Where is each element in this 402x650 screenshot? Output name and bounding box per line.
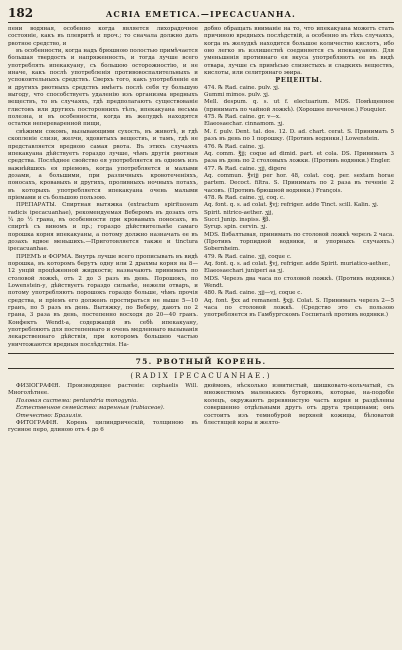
right-column xyxy=(204,26,394,349)
right-column-paragraph: 474. ℞ Rad. caine. pulv. ʒj. xyxy=(204,84,280,91)
right-column-paragraph: MDS. Взбалтывая, принимать по столовой ложкѣ черезъ 2 часа. (Противъ торпидной водянки, и упорныхъ случаяхъ.) Sobernheim. xyxy=(204,231,394,253)
right-column-paragraph: Aq. font. q. s. ad colat. ℥vj, refriger. adde Spirit. muriatico-aether., xyxy=(204,261,391,267)
bottom-left-paragraph: Отечество: Бразилія. xyxy=(16,412,83,419)
bottom-columns xyxy=(8,383,394,434)
right-column-paragraph: 476. ℞ Rad. caine. ʒj. xyxy=(204,143,265,150)
bottom-right-paragraph: дюймовъ, нѣсколько извитистый, шишковато-кольчатый, съ множествомъ маленькихъ бугорковъ, которые, на-подобіе колецъ, окружаютъ деревянистую часть корня и раздѣлены совершенно отдѣльными другъ отъ друга трещинами; онъ состоитъ изъ темнобурой верхней кожицы, бѣловатой блестящей коры и желто- xyxy=(204,383,394,426)
running-head xyxy=(8,6,394,23)
right-column-paragraph: M. f. pulv. Dent. tal. dos. 12. D. ad. chart. cerat. S. Принимать 5 разъ въ день по 1 порошку. (Противъ водянки.) Lowenstein. xyxy=(204,128,394,143)
right-column-paragraph: Elaeosaechari juniperi aa ʒj. xyxy=(204,268,285,275)
right-column-paragraph: РЕЦЕПТЫ. xyxy=(275,77,323,85)
right-column-paragraph: добно обращать вниманіе на то, что ипекакуана можетъ стать причиною вредныхъ послѣдствій, а особенно въ тѣхъ случаяхъ, когда въ желудкѣ находится большое количество кислотъ, ибо оно легко въ излишествѣ соединяется съ ипекакуаною. Для уменьшенія противнаго ея вкуса употребляютъ ее въ видѣ отвара, лучше съ примѣсью слизистыхъ и сладкихъ веществъ, кислоты, или селитрянаго эѳира. xyxy=(204,26,394,77)
top-columns xyxy=(8,26,394,349)
section-title-rule xyxy=(8,368,394,369)
left-column-paragraph: пени водяная, особенно когда является лихорадочное состояніе, какъ въ плевритѣ и проч.; то сначала должно дать рвотное средство, и xyxy=(8,26,198,47)
right-column-paragraph: Aq. font. q. s. ad colat. ℥vj; refriger. adde Tinct. scill. Kalin. ʒj. xyxy=(204,202,379,209)
right-column-paragraph: 475. ℞ Rad. caine. gr. v—x. xyxy=(204,114,281,121)
running-title: ACRIA EMETICA.—IPECACUANHA. xyxy=(105,9,297,19)
left-column-paragraph: свѣжими сокомъ, вызывающими сухость, въ животѣ, и гдѣ скопленіе слизи, желчи, ядовитыхъ веществъ, и тамъ, гдѣ не представляется вредною самая рвота. Въ этихъ случаяхъ ипекакуана дѣйствуетъ гораздо лучше, чѣмъ другія рвотныя средства. Послѣднее свойство ея употребляется въ одномъ изъ важнѣйшихъ ея пріемовъ, когда употребляется и малыми дозами, а большими, при различныхъ кровотеченіяхъ, поносахъ, кровавыхъ и другихъ, проливныхъ ночныхъ потахъ, въ которыхъ употребляется ипекакуана очень малыми пріемами и съ большою пользою. xyxy=(8,128,198,201)
right-column-paragraph: 478. ℞ Rad. caine. ʒj, coq. c. xyxy=(204,194,285,201)
left-column-paragraph: ПРЕПАРАТЫ. Спиртная вытяжка (extractum spirituosum radicis ipecacuanhae), рекомендуемая Веберомъ въ дозахъ отъ ¼ до ½ грана, въ особенности при кровавыхъ поносахъ, въ спиртѣ съ виномъ и пр.; гораздо дѣйствительнѣе самаго порошка корня ипекакуаны, а потому должно назначать ее въ дозахъ вдвое меньшихъ.—Приготовляется также и tinctura ipecacuanhae. xyxy=(8,202,198,253)
right-column-paragraph: Elaeosaechar. cinnamom. ʒj. xyxy=(204,121,285,128)
right-column-paragraph: 479. ℞ Rad. caine. ʒjj, coque c. xyxy=(204,253,292,260)
bottom-left-paragraph: ФИТОГРАФІЯ. Корень цилиндрическій, толщиною въ гусиное перо, длиною отъ 4 до 6 xyxy=(8,419,198,434)
right-column-paragraph: Succi Junip. inspiss. ℥β. xyxy=(204,216,271,223)
right-column-paragraph: Mell. despum. q. s. ut f. electuarium. MDS. Помѣщенное (принимать по чайной ложкѣ). (Хорошее почечное.) Fouquier. xyxy=(204,99,394,113)
section-title: 75. РВОТНЫЙ КОРЕНЬ. xyxy=(135,357,267,367)
section-subtitle: (RADIX IPECACUANHAE.) xyxy=(130,372,272,381)
bottom-right-column xyxy=(204,383,394,434)
bottom-left-column xyxy=(8,383,198,434)
left-column-paragraph: въ особенности, когда надъ брюшною полостью примѣчается большая твердость и напряженность, и тогда лучше всего употреблять ипекакуану, съ большою осторожностію, и не иначе, какъ послѣ употребленія противовоспалительныхъ и успокоительныхъ средствъ. Сверхъ того, какъ употребленіе ея и другихъ рвотныхъ средствъ имѣетъ послѣ себя ту большую выгоду, что способствуетъ удаленію изъ организма вредныхъ веществъ, то въ случаяхъ, гдѣ предполагаютъ существованіе глистовъ или другихъ постороннихъ тѣлъ, ипекакуана весьма полезна, и въ особенности, когда въ желудкѣ находятся остатки непереваренной пищи, xyxy=(8,48,198,128)
right-column-paragraph: Aq. commun. ℥vijj per hor. 48, colat. coq. per. sextam horae partem. Decoct. filtra. S. Принимать по 2 раза въ теченіе 2 часовъ. (Противъ брюшной водянки.) François. xyxy=(204,172,394,194)
page-number: 182 xyxy=(8,6,34,20)
section-rule xyxy=(8,353,394,354)
right-column-paragraph: 477. ℞ Rad. caine. ʒjj, digere xyxy=(204,165,287,172)
bottom-left-paragraph: Половая система: pentandria monogynia. xyxy=(16,397,139,404)
right-column-paragraph: MDS. Черезъ два часа по столовой ложкѣ. (Противъ водянки.) Wendt. xyxy=(204,275,394,290)
right-column-paragraph: Gummi mimos. pulv. ʒj. xyxy=(204,92,270,99)
left-column-paragraph: ПРІЕМЪ и ФОРМА. Внутрь лучше всего прописывать въ видѣ порошка, въ которомъ берутъ одну или 2 драхмы корня на 8—12 унцій процѣженной жидкости; назначаютъ принимать по столовой ложкѣ, отъ 2 до 3 разъ въ день. Порошокъ, по Lowenstein-у, дѣйствуетъ гораздо сильнѣе, нежели отваръ, и потому употребляютъ порошокъ гораздо больше, чѣмъ прочія средства, и пріемъ его долженъ простираться не выше 5—10 гранъ, по 5 разъ въ день. Вытяжку, по Веберу, даютъ по 2 грана, 3 раза въ день, постепенно восходя до 20—40 гранъ. Конфектъ Wendt-а, содержащій въ себѣ ипекакуану, употребляютъ для постепеннаго и очень медленнаго вызыванія лекарственнаго дѣйствія, при которомъ большею частью уничтожаются вредныя послѣдствія. На- xyxy=(8,253,198,348)
bottom-left-paragraph: ФИЗІОГРАФІЯ. Производящее растеніе: cephaelis Will. Многолѣтнее. xyxy=(8,383,198,397)
right-column-paragraph: Syrup. spin. cervin. ʒj. xyxy=(204,224,268,231)
right-column-paragraph: Aq. font. ℥xx ad remanent. ℥xjj. Colat. S. Принимать черезъ 2—5 часа по столовой ложкѣ. (Средство это съ пользою употребляется въ Гамбургскомъ Госпиталѣ противъ водянки.) xyxy=(204,297,394,319)
right-column-paragraph: 480. ℞ Rad. caine. ʒjj—vj, coque c. xyxy=(204,290,303,297)
right-column-paragraph: Aq. comm. ℥jj; coque ad dimid. part. et cola. DS. Принимать 3 раза въ день по 2 столовыхъ ложки. (Противъ водянки.) Engler. xyxy=(204,150,394,165)
right-column-paragraph: Spirit. nitrico-aether. ʒjj, xyxy=(204,209,274,216)
left-column xyxy=(8,26,198,349)
bottom-left-paragraph: Естественное семейство: маренныя (rubiaceae). xyxy=(16,405,165,412)
